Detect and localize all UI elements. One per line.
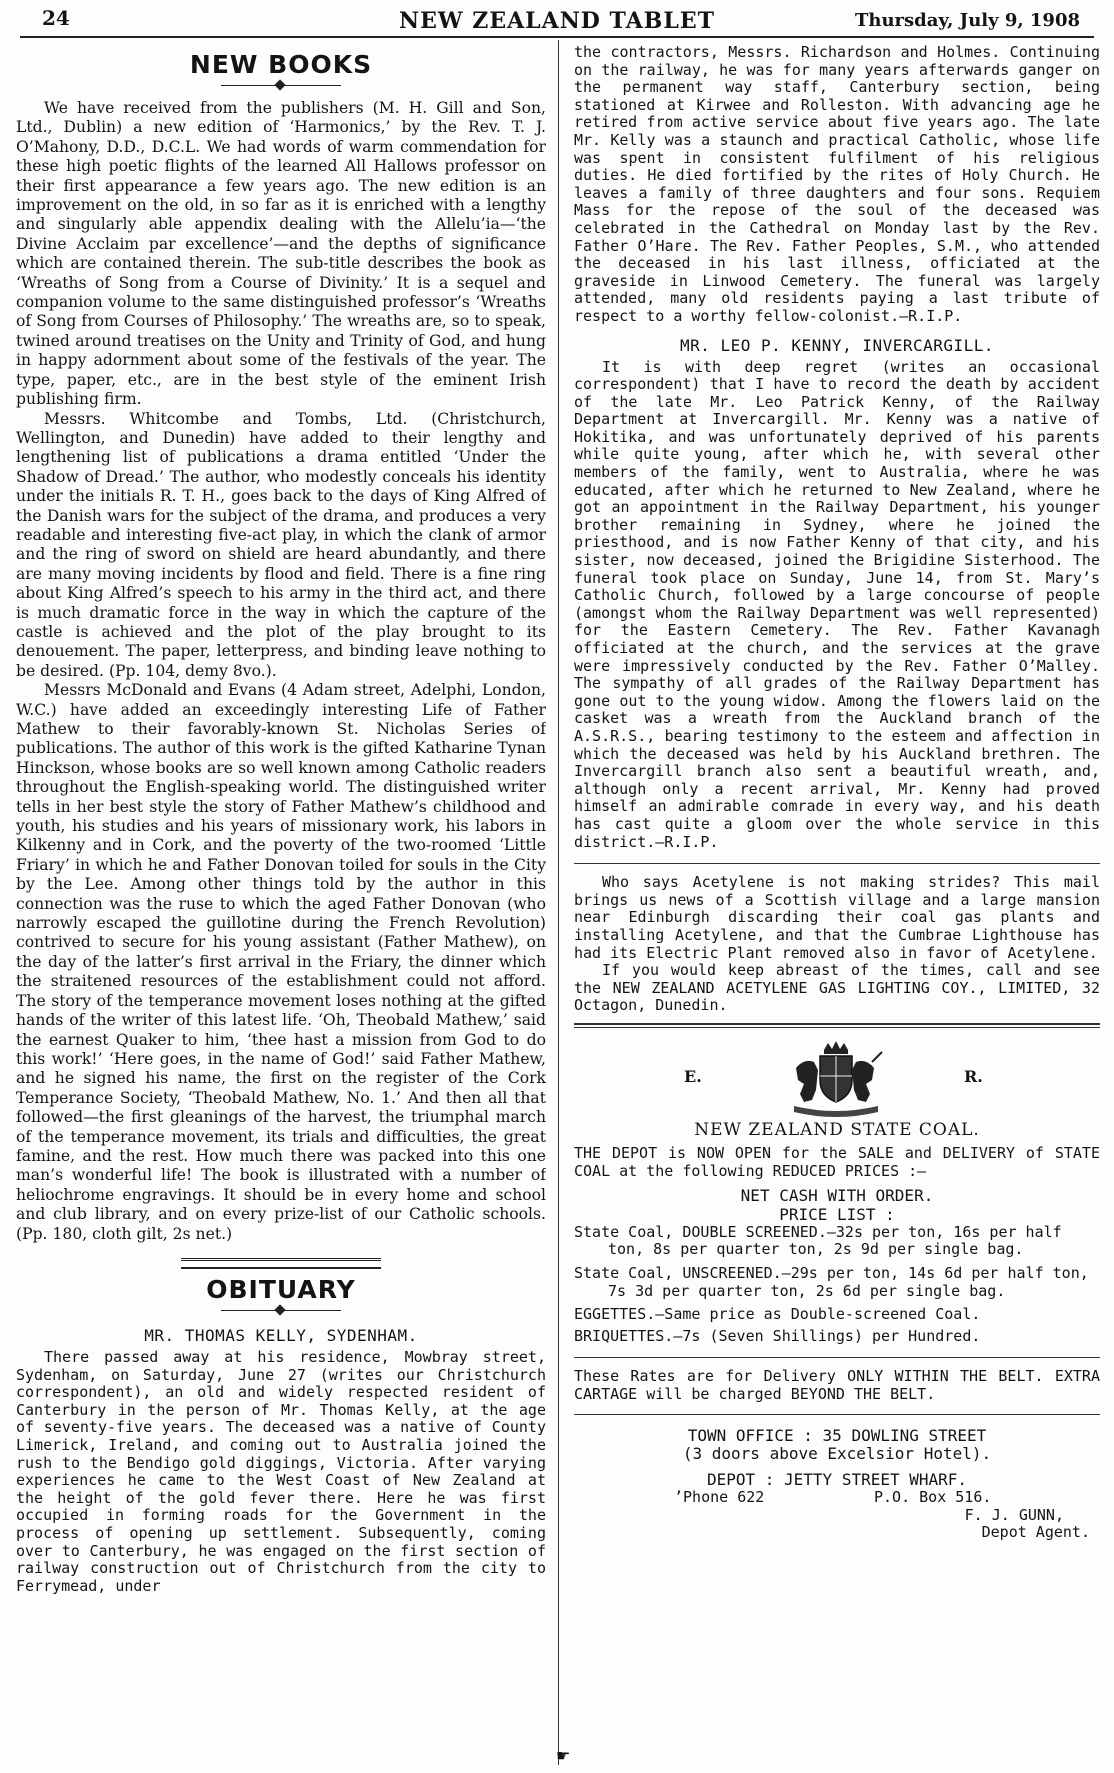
acetylene-text-2: If you would keep abreast of the times, call and see the NEW ZEALAND ACETYLENE GAS LIGHTING COY., LIMITED, 32 Octagon, Dunedin.	[574, 961, 1100, 1015]
kelly-text-part-2: the contractors, Messrs. Richardson and Holmes. Continuing on the railway, he was for many years afterwards ganger on the permanent way staff, Canterbury section, being stationed at Kirwee and Rolleston. With advancing age he retired from active service about five years ago. The late Mr. Kelly was a staunch and practical Catholic, whose life was spent in consistent fulfilment of his religious duties. He died fortified by the rites of Holy Church. He leaves a family of three daughters and four sons. Requiem Mass for the repose of the soul of the deceased was celebrated in the Cathedral on Monday last by the Rev. Father O’Hare. The Rev. Father Peoples, S.M., who attended the deceased in his last illness, officiated at the graveside in Linwood Cemetery. The funeral was largely attended, many old residents paying a last tribute of respect to a worthy fellow-colonist.—R.I.P.	[574, 44, 1100, 325]
po-box: P.O. Box 516.	[874, 1487, 992, 1506]
net-cash-terms: NET CASH WITH ORDER.	[740, 1185, 934, 1205]
divider	[574, 1357, 1100, 1358]
masthead	[20, 4, 1094, 36]
price-item: EGGETTES.—Same price as Double-screened Coal.	[574, 1305, 981, 1324]
state-coal-intro: THE DEPOT is NOW OPEN for the SALE and DELIVERY of STATE COAL at the following REDUCED PRICES :—	[574, 1144, 1100, 1181]
left-column	[16, 44, 546, 1764]
issue-date: Thursday, July 9, 1908	[854, 10, 1080, 31]
ornament-rule-obituary	[221, 1306, 341, 1316]
ornament-rule	[221, 81, 341, 91]
pointing-hand-icon: ☛	[556, 1746, 571, 1765]
column-divider	[558, 40, 559, 1765]
contact-row	[574, 1489, 1100, 1507]
price-item: State Coal, UNSCREENED.—29s per ton, 14s 6d per half ton, 7s 3d per quarter ton, 2s 6d per single bag.	[574, 1264, 1089, 1300]
right-column	[574, 44, 1100, 1764]
phone-number: ’Phone 622	[674, 1487, 765, 1506]
section-rule	[181, 1258, 381, 1261]
new-books-heading: NEW BOOKS	[189, 50, 373, 79]
acetylene-text-1: Who says Acetylene is not making strides? This mail brings us news of a Scottish village and a large mansion near Edinburgh discarding their coal gas plants and installing Acetylene, and that the Cumbrae Lighthouse has had its Electric Plant removed also in favor of Acetylene.	[574, 873, 1100, 962]
royal-cipher-e: E.	[684, 1066, 702, 1086]
page-number: 24	[42, 6, 70, 30]
publication-title: NEW ZEALAND TABLET	[399, 8, 715, 34]
depot-address: DEPOT : JETTY STREET WHARF.	[706, 1469, 968, 1489]
new-books-paragraph-2: Messrs. Whitcombe and Tombs, Ltd. (Christchurch, Wellington, and Dunedin) have added to their lengthy and lengthening list of publications a drama entitled ‘Under the Shadow of Dread.’ The author, who modestly conceals his identity under the initials R. T. H., goes back to the days of King Alfred of the Danish wars for the subject of the drama, and produces a very readable and interesting five-act play, in which the clank of armor and the ring of sword on shield are heard abundantly, and there are many moving incidents by flood and field. There is a fine ring about King Alfred’s speech to his army in the third act, and there is much dramatic force in the way in which the capture of the castle is achieved and the plot of the play brought to its denouement. The paper, letterpress, and binding leave nothing to be desired. (Pp. 104, demy 8vo.).	[16, 409, 546, 680]
advert-rule-top	[574, 1023, 1100, 1025]
new-books-paragraph-1: We have received from the publishers (M. H. Gill and Son, Ltd., Dublin) a new edition of ‘Harmonics,’ by the Rev. T. J. O’Mahony, D.D., D.C.L. We had words of warm commendation for these high poetic flights of the learned All Hallows professor on their first appearance a few years ago. The new edition is an improvement on the old, in so far as it is enriched with a lengthy and singularly able appendix dealing with the Allelu’ia—‘the Divine Acclaim par excellence’—and the depths of significance which are contained therein. The sub-title describes the book as ‘Wreaths of Song from a Course of Divinity.’ It is a sequel and companion volume to the same distinguished professor’s ‘Wreaths of Song from Courses of Philosophy.’ The wreaths are, so to speak, twined around treatises on the Unity and Trinity of God, and hung in happy adornment about some of the festivals of the year. The type, paper, etc., are in the best style of the eminent Irish publishing firm.	[16, 99, 546, 409]
masthead-rule	[20, 36, 1094, 38]
delivery-note: These Rates are for Delivery ONLY WITHIN THE BELT. EXTRA CARTAGE will be charged BEYOND THE BELT.	[574, 1367, 1100, 1403]
agent-title: Depot Agent.	[981, 1522, 1090, 1541]
divider	[574, 1414, 1100, 1415]
agent-name: F. J. GUNN,	[964, 1505, 1064, 1524]
divider	[574, 863, 1100, 864]
section-rule-2	[181, 1267, 381, 1269]
kenny-subheading: MR. LEO P. KENNY, INVERCARGILL.	[679, 335, 995, 355]
advert-header	[574, 1038, 1100, 1122]
town-office: TOWN OFFICE : 35 DOWLING STREET	[687, 1425, 987, 1445]
kenny-text: It is with deep regret (writes an occasional correspondent) that I have to record the death by accident of the late Mr. Leo Patrick Kenny, of the Railway Department at Invercargill. Mr. Kenny was a native of Hokitika, and was unfortunately deprived of his parents while quite young, after which he, with several other members of the family, went to Australia, where he was educated, after which he returned to New Zealand, where he got an appointment in the Railway Department, his younger brother remaining in Sydney, where he joined the priesthood, and is now Father Kenny of that city, and his sister, now deceased, joined the Brigidine Sisterhood. The funeral took place on Sunday, June 14, from St. Mary’s Catholic Church, followed by a large concourse of people (amongst whom the Railway Department was well represented) for the Eastern Cemetery. The Rev. Father Kavanagh officiated at the church, and the services at the grave were impressively conducted by the Rev. Father O’Malley. The sympathy of all grades of the Railway Department has gone out to the young widow. Among the flowers laid on the casket was a wreath from the Auckland branch of the A.S.R.S., bearing testimony to the esteem and affection in which the deceased was held by his Auckland brethren. The Invercargill branch also sent a beautiful wreath, and, although only a recent arrival, Mr. Kenny had proved himself an admirable comrade in every way, and his death has cast quite a gloom over the whole service in this district.—R.I.P.	[574, 357, 1100, 851]
town-office-note: (3 doors above Excelsior Hotel).	[682, 1443, 992, 1463]
state-coal-advert	[574, 1038, 1100, 1541]
royal-cipher-r: R.	[964, 1066, 983, 1086]
kelly-text-part-1: There passed away at his residence, Mowbray street, Sydenham, on Saturday, June 27 (writes our Christchurch correspondent), an old and widely respected resident of Canterbury in the person of Mr. Thomas Kelly, at the age of seventy-five years. The deceased was a native of County Limerick, Ireland, and coming out to Australia joined the rush to the Bendigo gold diggings, Victoria. After varying experiences he came to the West Coast of New Zealand at the height of the gold fever there. Here he was first occupied in forming roads for the Government in the process of opening up settlement. Subsequently, coming over to Canterbury, he was engaged on the first section of railway construction out of Christchurch from the city to Ferrymead, under	[16, 1347, 546, 1595]
price-list-label: PRICE LIST :	[779, 1205, 895, 1225]
price-item: State Coal, DOUBLE SCREENED.—32s per ton, 16s per half ton, 8s per quarter ton, 2s 9d per single bag.	[574, 1222, 1062, 1259]
kelly-subheading: MR. THOMAS KELLY, SYDENHAM.	[144, 1325, 418, 1345]
state-coal-title: NEW ZEALAND STATE COAL.	[694, 1119, 980, 1140]
coat-of-arms-icon	[774, 1040, 894, 1118]
price-item: BRIQUETTES.—7s (Seven Shillings) per Hundred.	[574, 1326, 981, 1345]
obituary-heading: OBITUARY	[206, 1274, 356, 1304]
new-books-paragraph-3: Messrs McDonald and Evans (4 Adam street, Adelphi, London, W.C.) have added an exceedingly interesting Life of Father Mathew to their favorably-known St. Nicholas Series of publications. The author of this work is the gifted Katharine Tynan Hinckson, whose books are so well known among Catholic readers throughout the English-speaking world. The distinguished writer tells in her best style the story of Father Mathew’s childhood and youth, his studies and his years of missionary work, his labors in Kilkenny and in Cork, and the poverty of the two-roomed ‘Little Friary’ in which he and Father Donovan toiled for souls in the City by the Lee. Among other things told by the author in this connection was the ruse to which the aged Father Donovan (who narrowly escaped the guillotine during the French Revolution) contrived to secure for his young assistant (Father Mathew), on the day of the latter’s first arrival in the Friary, the dinner which the straitened resources of the establishment could not afford. The story of the temperance movement loses nothing at the gifted hands of the writer of this latest life. ‘Oh, Theobald Mathew,’ said the earnest Quaker to him, ‘thee hast a mission from God to do this work!’ ‘Here goes, in the name of God!’ said Father Mathew, and he signed his name, the first on the register of the Cork Temperance Society, ‘Theobald Mathew, No. 1.’ And then all that followed—the first gleanings of the harvest, the triumphal march of the temperance movement, its trials and difficulties, the great famine, and the rest. How much there was packed into this one man’s wonderful life! The book is illustrated with a number of heliochrome engravings. It should be in every home and school and club library, and on every prize-list of our Catholic schools. (Pp. 180, cloth gilt, 2s net.)	[16, 681, 546, 1243]
advert-rule-top-2	[574, 1027, 1100, 1028]
